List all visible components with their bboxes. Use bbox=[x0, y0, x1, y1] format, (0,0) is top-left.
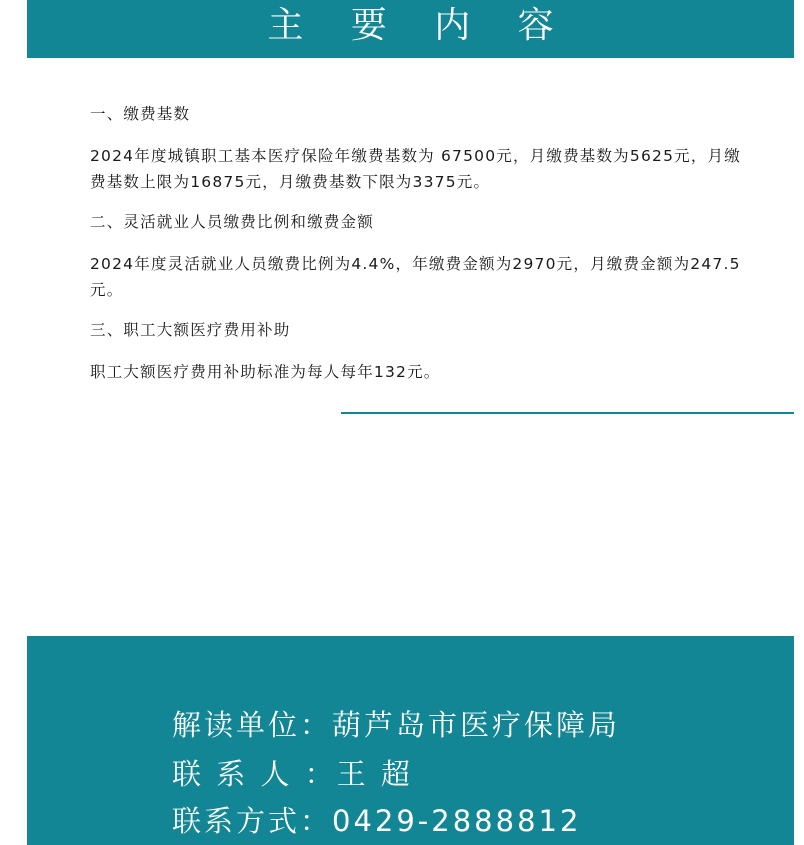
main-content bbox=[90, 101, 750, 399]
section-heading-1: 一、缴费基数 bbox=[90, 105, 191, 123]
divider-line bbox=[341, 412, 794, 414]
interpreting-unit: 解读单位：葫芦岛市医疗保障局 bbox=[172, 708, 621, 742]
section-body-3: 职工大额医疗费用补助标准为每人每年132元。 bbox=[90, 363, 441, 381]
title-banner bbox=[27, 0, 794, 58]
contact-phone: 联系方式：0429-2888812 bbox=[172, 804, 582, 838]
contact-person: 联 系 人 ：王 超 bbox=[172, 757, 413, 791]
page-title: 主 要 内 容 bbox=[267, 5, 572, 46]
footer-panel bbox=[27, 636, 794, 845]
section-heading-2: 二、灵活就业人员缴费比例和缴费金额 bbox=[90, 213, 374, 231]
section-body-1: 2024年度城镇职工基本医疗保险年缴费基数为 67500元，月缴费基数为5625元，月缴费基数上限为16875元，月缴费基数下限为3375元。 bbox=[90, 147, 741, 191]
section-heading-3: 三、职工大额医疗费用补助 bbox=[90, 321, 291, 339]
section-body-2: 2024年度灵活就业人员缴费比例为4.4%，年缴费金额为2970元，月缴费金额为247.5元。 bbox=[90, 255, 741, 299]
